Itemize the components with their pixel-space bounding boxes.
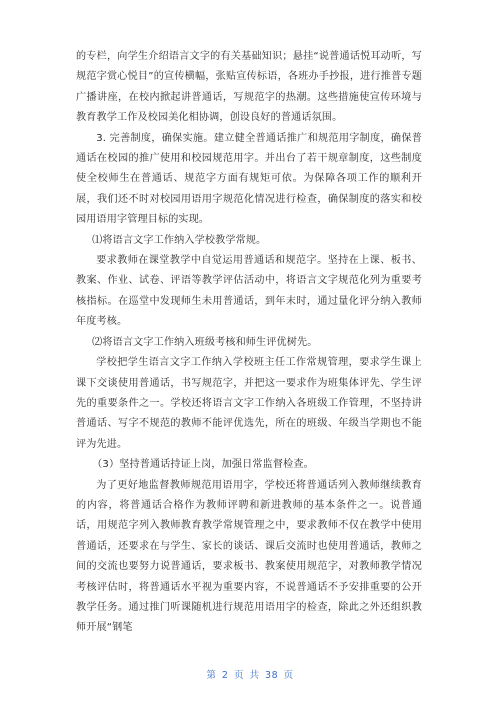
footer-prefix: 第	[206, 670, 217, 681]
footer-total-pages: 38	[265, 670, 279, 681]
subheading-class-assessment: ⑵将语言文字工作纳入班级考核和师生评优树先。	[92, 336, 318, 348]
paragraph-class-assessment: 学校把学生语言文字工作纳入学校班主任工作常规管理，要求学生课上课下交谈使用普通话，书写规范字，并把这一要求作为班集体评先、学生评先的重要条件之一。学校还将语言文字工作纳入各班级工作管理，不坚持讲普通话、写字不规范的教师不能评优选先，所在的班级、年级当学期也不能评为先进。	[76, 357, 422, 450]
paragraph-certification: 为了更好地监督教师规范用语用字，学校还将普通话列入教师继续教育的内容，将普通话合格作为教师评聘和新进教师的基本条件之一。说普通话，用规范字列入教师教育教学常规管理之中，要求教师不仅在教学中使用普通话，还要求在与学生、家长的谈话、课后交流时也使用普通话，教师之间的交流也要努力说普通话，要求板书、教案使用规范字，对教师教学情况考核评估时，将普通话水平视为重要内容，不说普通话不予安排重要的公开教学任务。通过推门听课随机进行规范用语用字的检查，除此之外还组织教师开展“钢笔	[76, 479, 422, 634]
page-footer	[0, 667, 500, 681]
paragraph-complete-system: 3. 完善制度，确保实施。建立健全普通话推广和规范用字制度，确保普通话在校园的推广使用和校园规范用字。并出台了若干规章制度，这些制度使全校师生在普通话、规范字方面有规矩可依。为保障各项工作的顺利开展，我们还不时对校园用语用字规范化情况进行检查，确保制度的落实和校园用语用字管理目标的实现。	[76, 132, 422, 226]
subheading-certification: （3）坚持普通话持证上岗，加强日常监督检查。	[92, 459, 314, 471]
footer-total-label: 共	[249, 670, 260, 681]
paragraph-teaching-routine: 要求教师在课堂教学中自觉运用普通话和规范字。坚持在上课、板书、教案、作业、试卷、评语等教学评估活动中，将语言文字规范化列为重要考核指标。在巡堂中发现师生未用普通话，到年末时，通过量化评分纳入教师年度考核。	[76, 255, 422, 328]
footer-page-label: 页	[233, 670, 244, 681]
paragraph-continuation: 的专栏，向学生介绍语言文字的有关基础知识；悬挂“说普通话悦耳动听，写规范字赏心悦目”的宣传横幅，张贴宣传标语，各班办手抄报，进行推普专题广播讲座，在校内掀起讲普通话，写规范字的热潮。这些措施使宣传环境与教育教学工作及校园美化相协调，创设良好的普通话氛围。	[76, 51, 422, 124]
document-body	[76, 47, 422, 639]
footer-page-number: 2	[221, 670, 229, 681]
subheading-teaching-routine: ⑴将语言文字工作纳入学校教学常规。	[92, 234, 267, 246]
footer-suffix: 页	[283, 670, 294, 681]
